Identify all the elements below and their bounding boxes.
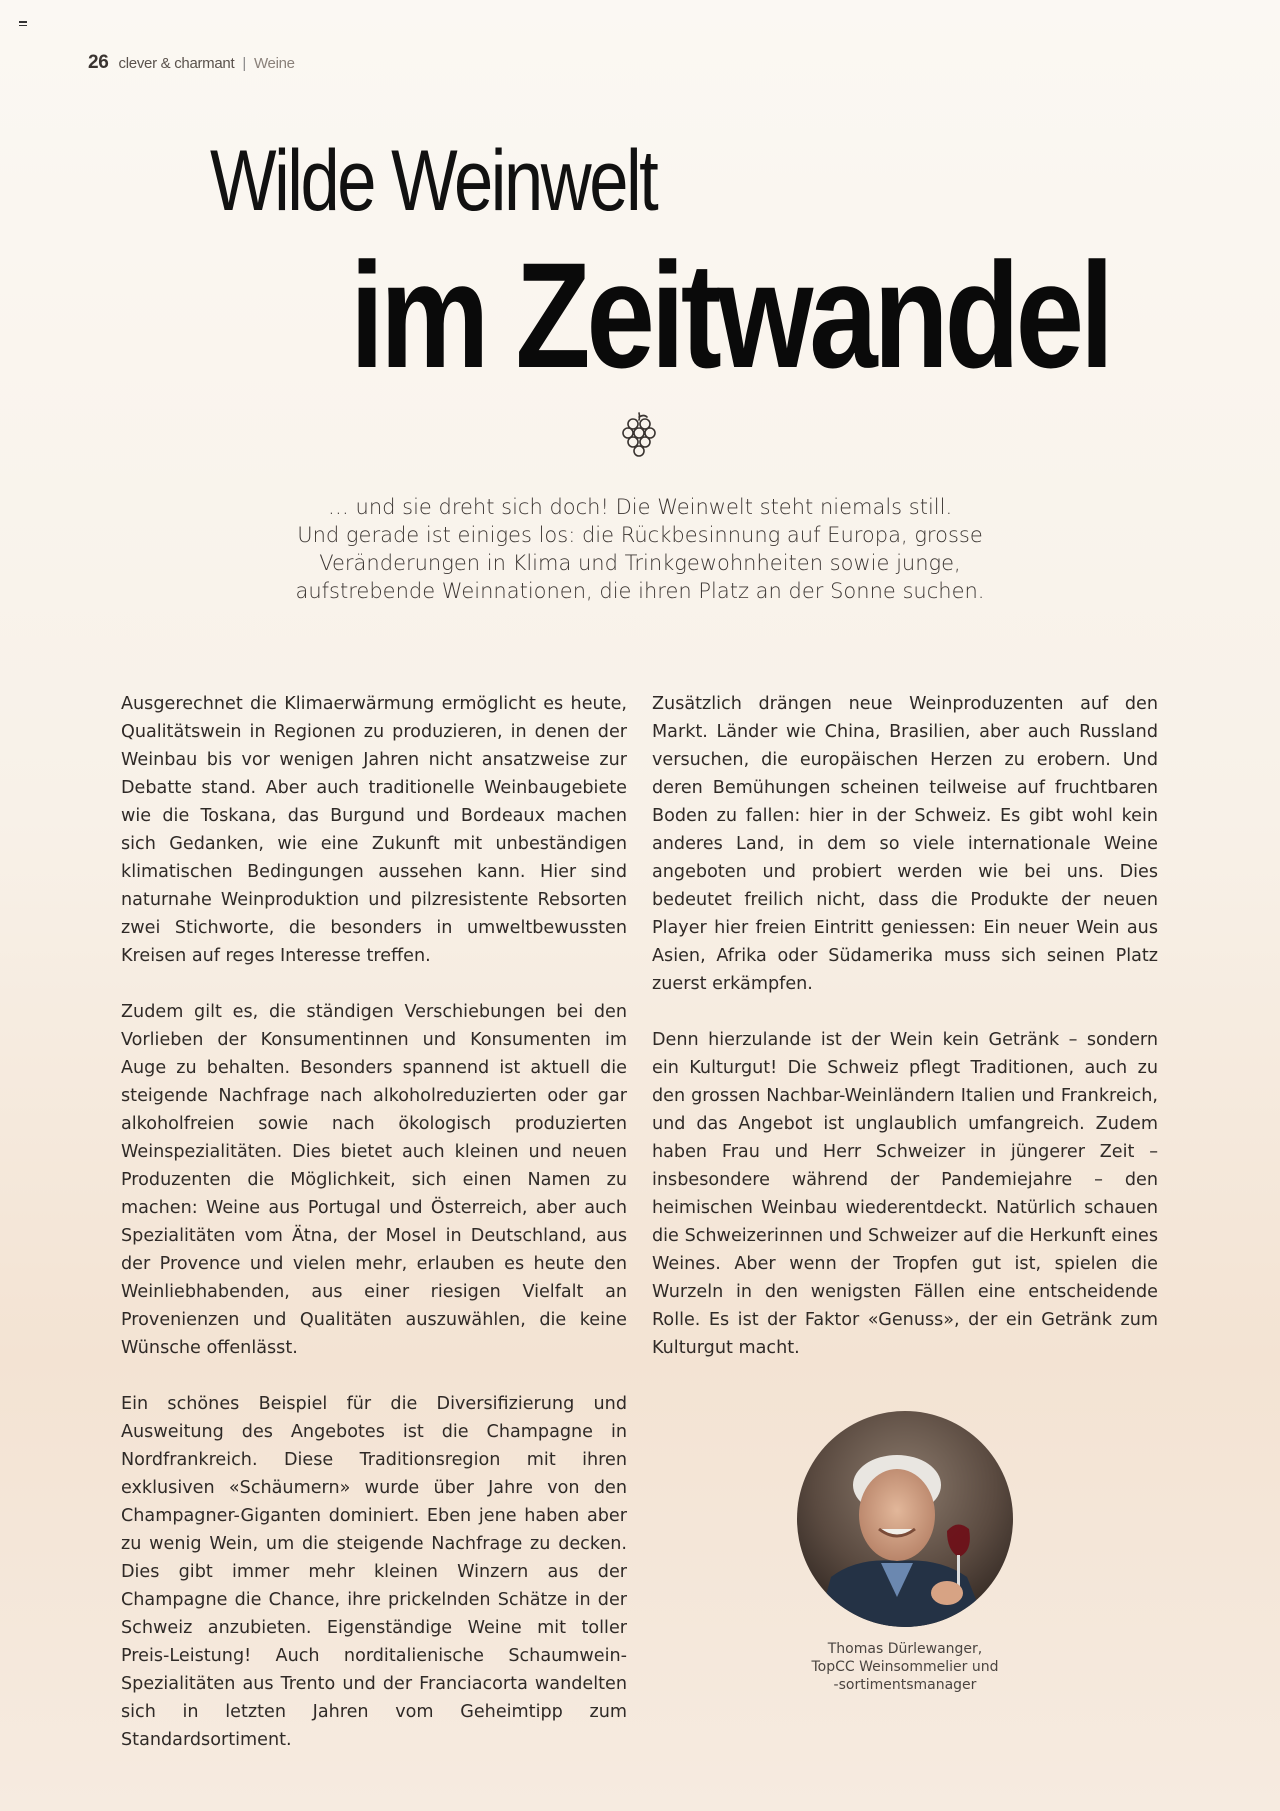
caption-line: TopCC Weinsommelier und [811,1659,999,1675]
header-separator: | [242,55,246,72]
running-head [88,52,295,74]
portrait-caption [780,1640,1030,1694]
title-line-1: Wilde Weinwelt [210,133,657,229]
body-paragraph: Ausgerechnet die Klimaerwärmung ermöglicht es heute, Qualitätswein in Regionen zu produzieren, in denen der Weinbau bis vor wenigen Jahren nicht ansatzweise zur Debatte stand. Aber auch traditionelle Weinbaugebiete wie die Toskana, das Burgund und Bordeaux machen sich Gedanken, wie eine Zukunft mit unbeständigen klimatischen Bedingungen aussehen kann. Hier sind naturnahe Weinproduktion und pilzresistente Rebsorten zwei Stichworte, die besonders in umweltbewussten Kreisen auf reges Interesse treffen. [121,694,627,966]
body-paragraph: Ein schönes Beispiel für die Diversifizierung und Ausweitung des Angebotes ist die Champagne in Nordfrankreich. Diese Traditionsregion mit ihren exklusiven «Schäumern» wurde über Jahre von den Champagner-Giganten dominiert. Eben jene haben aber zu wenig Wein, um die steigende Nachfrage zu decken. Dies gibt immer mehr kleinen Winzern aus der Champagne die Chance, ihre prickelnden Schätze in der Schweiz anzubieten. Eigenständige Weine mit toller Preis-Leistung! Auch norditalienische Schaumwein-Spezialitäten aus Trento und der Franciacorta wandelten sich in letzten Jahren vom Geheimtipp zum Standardsortiment. [121,1394,627,1750]
portrait-photo [797,1411,1013,1627]
intro-line: Veränderungen in Klima und Trinkgewohnheiten sowie junge, [319,551,961,575]
section-name: Weine [253,55,295,72]
body-column-left [121,690,627,1782]
title-line-2: im Zeitwandel [350,231,1111,399]
body-paragraph: Zudem gilt es, die ständigen Verschiebungen bei den Vorlieben der Konsumentinnen und Konsumenten im Auge zu behalten. Besonders spannend ist aktuell die steigende Nachfrage nach alkoholreduzierten oder gar alkoholfreien sowie nach ökologisch produzierten Weinspezialitäten. Dies bietet auch kleinen und neuen Produzenten die Möglichkeit, sich einen Namen zu machen: Weine aus Portugal und Österreich, aber auch Spezialitäten vom Ätna, der Mosel in Deutschland, aus der Provence und vielen mehr, erlauben es heute den Weinliebhabenden, aus einer riesigen Vielfalt an Provenienzen und Qualitäten auszuwählen, die keine Wünsche offenlässt. [121,1002,627,1358]
body-paragraph: Denn hierzulande ist der Wein kein Getränk – sondern ein Kulturgut! Die Schweiz pflegt Traditionen, auch zu den grossen Nachbar-Weinländern Italien und Frankreich, und das Angebot ist unglaublich umfangreich. Zudem haben Frau und Herr Schweizer in jüngerer Zeit – insbesondere während der Pandemiejahre – den heimischen Weinbau wiederentdeckt. Natürlich schauen die Schweizerinnen und Schweizer auf die Herkunft eines Weines. Aber wenn der Tropfen gut ist, spielen die Wurzeln in den wenigsten Fällen eine entscheidende Rolle. Es ist der Faktor «Genuss», der ein Getränk zum Kulturgut macht. [652,1030,1158,1358]
intro-line: … und sie dreht sich doch! Die Weinwelt steht niemals still. [327,495,953,519]
intro-lead [240,493,1040,605]
publication-name: clever & charmant [118,55,235,72]
body-paragraph: Zusätzlich drängen neue Weinproduzenten auf den Markt. Länder wie China, Brasilien, aber auch Russland versuchen, die europäischen Herzen zu erobern. Und deren Bemühungen scheinen teilweise auf fruchtbaren Boden zu fallen: hier in der Schweiz. Es gibt wohl kein anderes Land, in dem so viele internationale Weine angeboten und probiert werden wie bei uns. Dies bedeutet freilich nicht, dass die Produkte der neuen Player hier freien Eintritt geniessen: Ein neuer Wein aus Asien, Afrika oder Südamerika muss sich seinen Platz zuerst erkämpfen. [652,694,1158,994]
caption-line: Thomas Dürlewanger, [827,1641,983,1657]
grape-icon [622,411,656,459]
page-number: 26 [88,52,109,73]
intro-line: aufstrebende Weinnationen, die ihren Platz an der Sonne suchen. [295,579,985,603]
body-column-right [652,690,1158,1390]
intro-line: Und gerade ist einiges los: die Rückbesinnung auf Europa, grosse [297,523,983,547]
menu-icon[interactable] [19,21,27,28]
caption-line: -sortimentsmanager [833,1677,977,1693]
